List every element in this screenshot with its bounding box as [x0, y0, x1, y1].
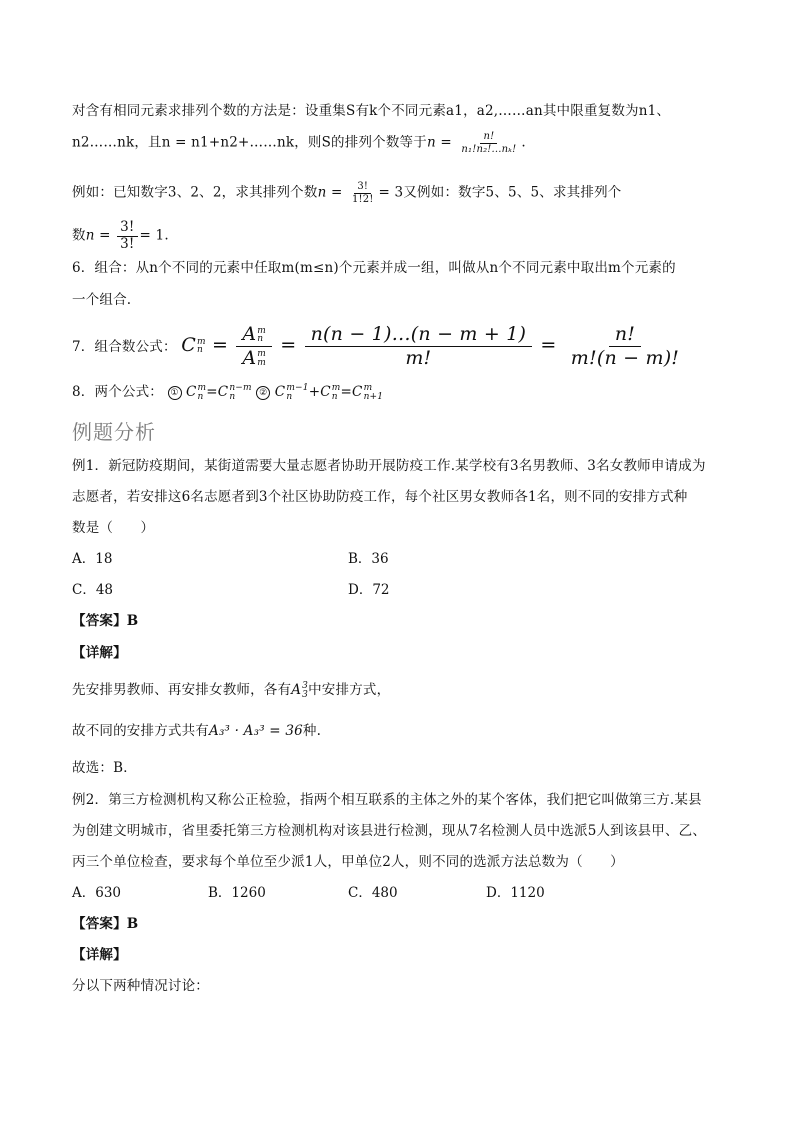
ex2-line-3: 丙三个单位检查，要求每个单位至少派1人，甲单位2人，则不同的选派方法总数为（ ）: [72, 854, 624, 870]
ex2-line-2: 为创建文明城市，省里委托第三方检测机构对该县进行检测，现从7名检测人员中选派5人到该县甲、乙、: [72, 823, 707, 839]
ex1-solution-line-2: 故不同的安排方式共有A₃³ · A₃³ = 36种.: [72, 723, 322, 739]
ex2-option-a: A．630: [72, 885, 122, 901]
section-heading: 例题分析: [72, 420, 156, 444]
ex1-detail-label: 【详解】: [72, 645, 127, 661]
ex2-detail-label: 【详解】: [72, 947, 127, 963]
item7-formula: 7．组合数公式： C m n = A m n A m m = $\frac{n(n - 1)\dots(n - m + 1)}{m!}$ = $\frac{n!}{m!(n - m)!}$: [72, 322, 687, 370]
ex1-answer: 【答案】B: [72, 613, 139, 629]
item6-line-1: 6．组合：从n个不同的元素中任取m(m≤n)个元素并成一组，叫做从n个不同元素中取出m个元素的: [72, 260, 676, 276]
ex1-option-b: B．36: [348, 551, 389, 567]
circled-two-icon: ②: [256, 386, 270, 400]
circled-one-icon: ①: [168, 386, 182, 400]
ex1-line-1: 例1．新冠防疫期间，某街道需要大量志愿者协助开展防疫工作.某学校有3名男教师、3名女教师申请成为: [72, 458, 706, 474]
ex2-answer: 【答案】B: [72, 916, 139, 932]
ex1-option-c: C．48: [72, 582, 114, 598]
ex2-option-b: B．1260: [208, 885, 266, 901]
ex1-option-a: A．18: [72, 551, 113, 567]
ex2-option-c: C．480: [348, 885, 398, 901]
example-fraction-1: $\frac{3!}{1!2!}$: [351, 181, 374, 205]
example-line-2: 数n = $\frac{3!}{3!}$ = 1.: [72, 219, 169, 252]
combination-product-fraction: $\frac{n(n - 1)\dots(n - m + 1)}{m!}$: [305, 323, 533, 370]
ex2-solution-line-1: 分以下两种情况讨论：: [72, 978, 209, 994]
ex1-line-2: 志愿者，若安排这6名志愿者到3个社区协助防疫工作，每个社区男女教师各1名，则不同的安排方式种: [72, 489, 688, 505]
item6-line-2: 一个组合.: [72, 292, 132, 308]
intro-line-1: 对含有相同元素求排列个数的方法是：设重集S有k个不同元素a1，a2,……an其中限重复数为n1、: [72, 103, 671, 119]
example-fraction-2: $\frac{3!}{3!}$: [117, 220, 137, 252]
ex1-solution-line-1: 先安排男教师、再安排女教师，各有A 3 3 中安排方式，: [72, 681, 391, 700]
ex1-line-3: 数是（ ）: [72, 520, 155, 536]
ex1-option-d: D．72: [348, 582, 390, 598]
example-line-1: 例如：已知数字3、2、2，求其排列个数n = $\frac{3!}{1!2!}$ = 3又例如：数字5、5、5、求其排列个: [72, 181, 622, 205]
item8-formulas: 8．两个公式： ① C m n =C n−m n ② C m−1 n +C m n =C m n+1: [72, 383, 384, 402]
ex2-option-d: D．1120: [486, 885, 545, 901]
combination-permutation-ratio: A m n A m m: [236, 323, 272, 370]
combination-factorial-fraction: $\frac{n!}{m!(n - m)!}$: [570, 322, 680, 369]
ex1-conclusion: 故选：B．: [72, 760, 137, 776]
intro-line-2: n2……nk，且n = n1+n2+……nk，则S的排列个数等于n = $\frac{n!}{\text{n₁!n₂!...nₖ!}}$ .: [72, 131, 526, 155]
ex2-line-1: 例2．第三方检测机构又称公正检验，指两个相互联系的主体之外的某个客体，我们把它叫做第三方.某县: [72, 792, 702, 808]
multiset-permutation-fraction: $\frac{n!}{\text{n₁!n₂!...nₖ!}}$: [461, 131, 517, 155]
